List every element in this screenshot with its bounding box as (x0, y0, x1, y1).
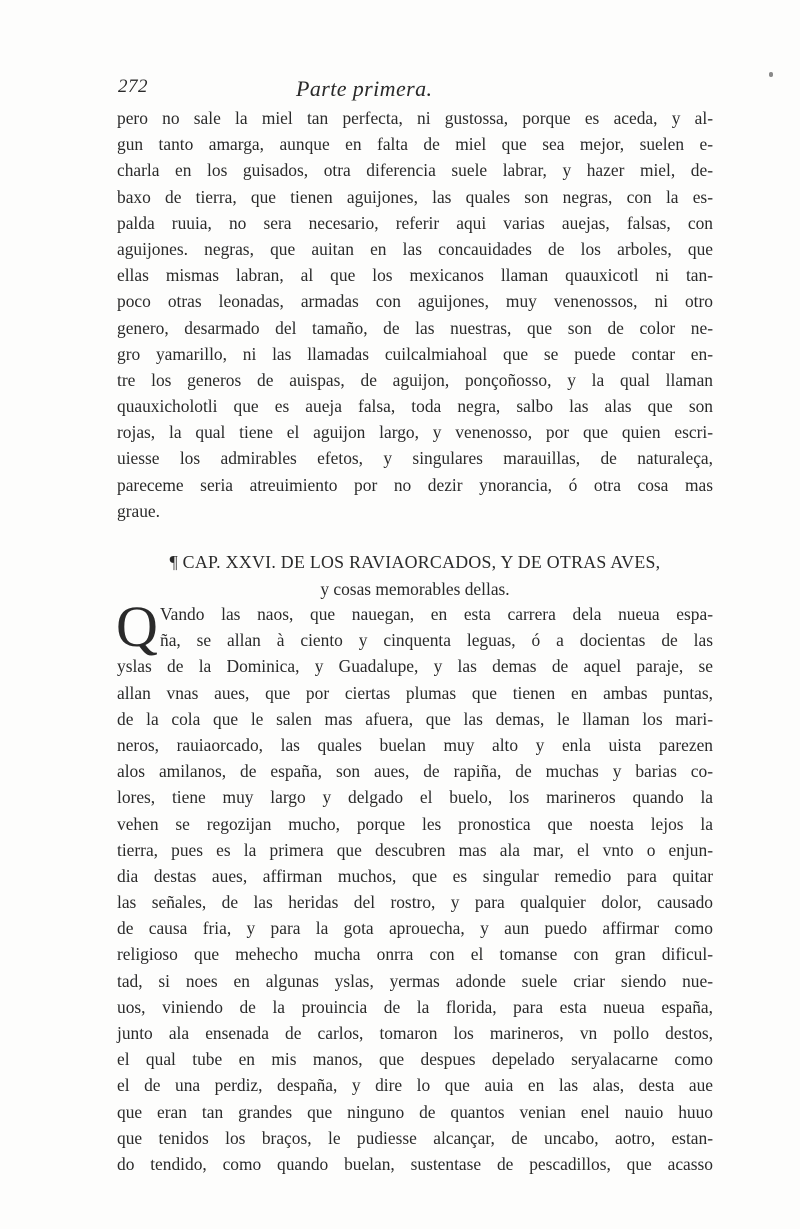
text-line: el qual tube en mis manos, que despues depelado seryalacarne como (117, 1049, 713, 1070)
text-line: de la cola que le salen mas afuera, que las demas, le llaman los mari- (117, 708, 713, 729)
running-head (0, 76, 800, 104)
text-line: pareceme seria atreuimiento por no dezir ynorancia, ó otra cosa mas (117, 474, 713, 495)
text-line: religioso que mehecho mucha onrra con el tomanse con gran dificul- (117, 944, 713, 965)
text-line: rojas, la qual tiene el aguijon largo, y venenosso, por que quien escri- (117, 422, 713, 443)
text-line: dia destas aues, affirman muchos, que es singular remedio para quitar (117, 865, 713, 886)
text-line: uiesse los admirables efetos, y singulares marauillas, de naturaleça, (117, 448, 713, 469)
text-line: junto ala ensenada de carlos, tomaron los marineros, vn pollo destos, (117, 1023, 713, 1043)
text-line: ellas mismas labran, al que los mexicanos llaman quauxicotl ni tan- (117, 265, 713, 286)
text-line: do tendido, como quando buelan, sustentase de pescadillos, que acasso (117, 1153, 713, 1174)
text-line: el de una perdiz, despaña, y dire lo que auia en las alas, desta aue (117, 1075, 713, 1096)
text-line: aguijones. negras, que auitan en las concauidades de los arboles, que (117, 238, 713, 259)
text-line: ña, se allan à ciento y cinquenta leguas, ó a docientas de las (160, 630, 713, 651)
text-line: graue. (117, 500, 160, 521)
text-line: alos amilanos, de españa, son aues, de rapiña, de muchas y barias co- (117, 761, 713, 782)
text-line: vehen se regozijan mucho, porque les pronostica que noesta lejos la (117, 813, 713, 834)
page-number: 272 (118, 76, 148, 97)
text-line: tad, si noes en algunas yslas, yermas adonde suele criar siendo nue- (117, 970, 713, 991)
text-line: Vando las naos, que nauegan, en esta carrera dela nueua espa- (160, 604, 713, 624)
text-line: gro yamarillo, ni las llamadas cuilcalmiahoal que se puede contar en- (117, 343, 713, 364)
text-line: de causa fria, y para la gota aprouecha, y aun puedo affirmar como (117, 918, 713, 939)
chapter-subtitle: y cosas memorables dellas. (320, 579, 510, 599)
text-line: que eran tan grandes que ninguno de quantos venian enel nauio huuo (117, 1101, 713, 1122)
chapter-title: ¶ CAP. XXVI. DE LOS RAVIAORCADOS, Y DE OTRAS AVES, (169, 552, 661, 572)
text-line: yslas de la Dominica, y Guadalupe, y las demas de aquel paraje, se (117, 656, 713, 677)
paragraph (117, 105, 713, 524)
text-line: neros, rauiaorcado, las quales buelan muy alto y enla uista parezen (117, 734, 713, 755)
text-line: allan vnas aues, que por ciertas plumas que tienen en ambas puntas, (117, 682, 713, 703)
text-line: tre los generos de auispas, de aguijon, ponçoñosso, y la qual llaman (117, 369, 713, 390)
text-line: que tenidos los braços, le pudiesse alcançar, de uncabo, aotro, estan- (117, 1127, 713, 1148)
text-line: tierra, pues es la primera que descubren mas ala mar, el vnto o enjun- (117, 839, 713, 860)
text-line: uos, viniendo de la prouincia de la florida, para esta nueua españa, (117, 996, 713, 1017)
text-line: lores, tiene muy largo y delgado el buelo, los marineros quando la (117, 787, 713, 808)
text-line: las señales, de las heridas del rostro, y para qualquier dolor, causado (117, 892, 713, 913)
running-title: Parte primera. (296, 76, 433, 101)
text-line: palda ruuia, no sera necesario, referir aqui varias auejas, falsas, con (117, 212, 713, 233)
text-line: charla en los guisados, otra diferencia suele labrar, y hazer miel, de- (117, 160, 713, 181)
text-line: pero no sale la miel tan perfecta, ni gustossa, porque es aceda, y al- (117, 108, 713, 128)
text-line: poco otras leonadas, armadas con aguijones, muy venenossos, ni otro (117, 291, 713, 312)
text-line: quauxicholotli que es aueja falsa, toda negra, salbo las alas que son (117, 396, 713, 417)
chapter-heading (117, 549, 713, 602)
drop-cap: Q (116, 594, 158, 659)
chapter-body (116, 594, 713, 1177)
text-line: baxo de tierra, que tienen aguijones, las quales son negras, con la es- (117, 186, 713, 207)
text-line: genero, desarmado del tamaño, de las nuestras, que son de color ne- (117, 317, 713, 338)
text-line: gun tanto amarga, aunque en falta de miel que sea mejor, suelen e- (117, 134, 713, 155)
